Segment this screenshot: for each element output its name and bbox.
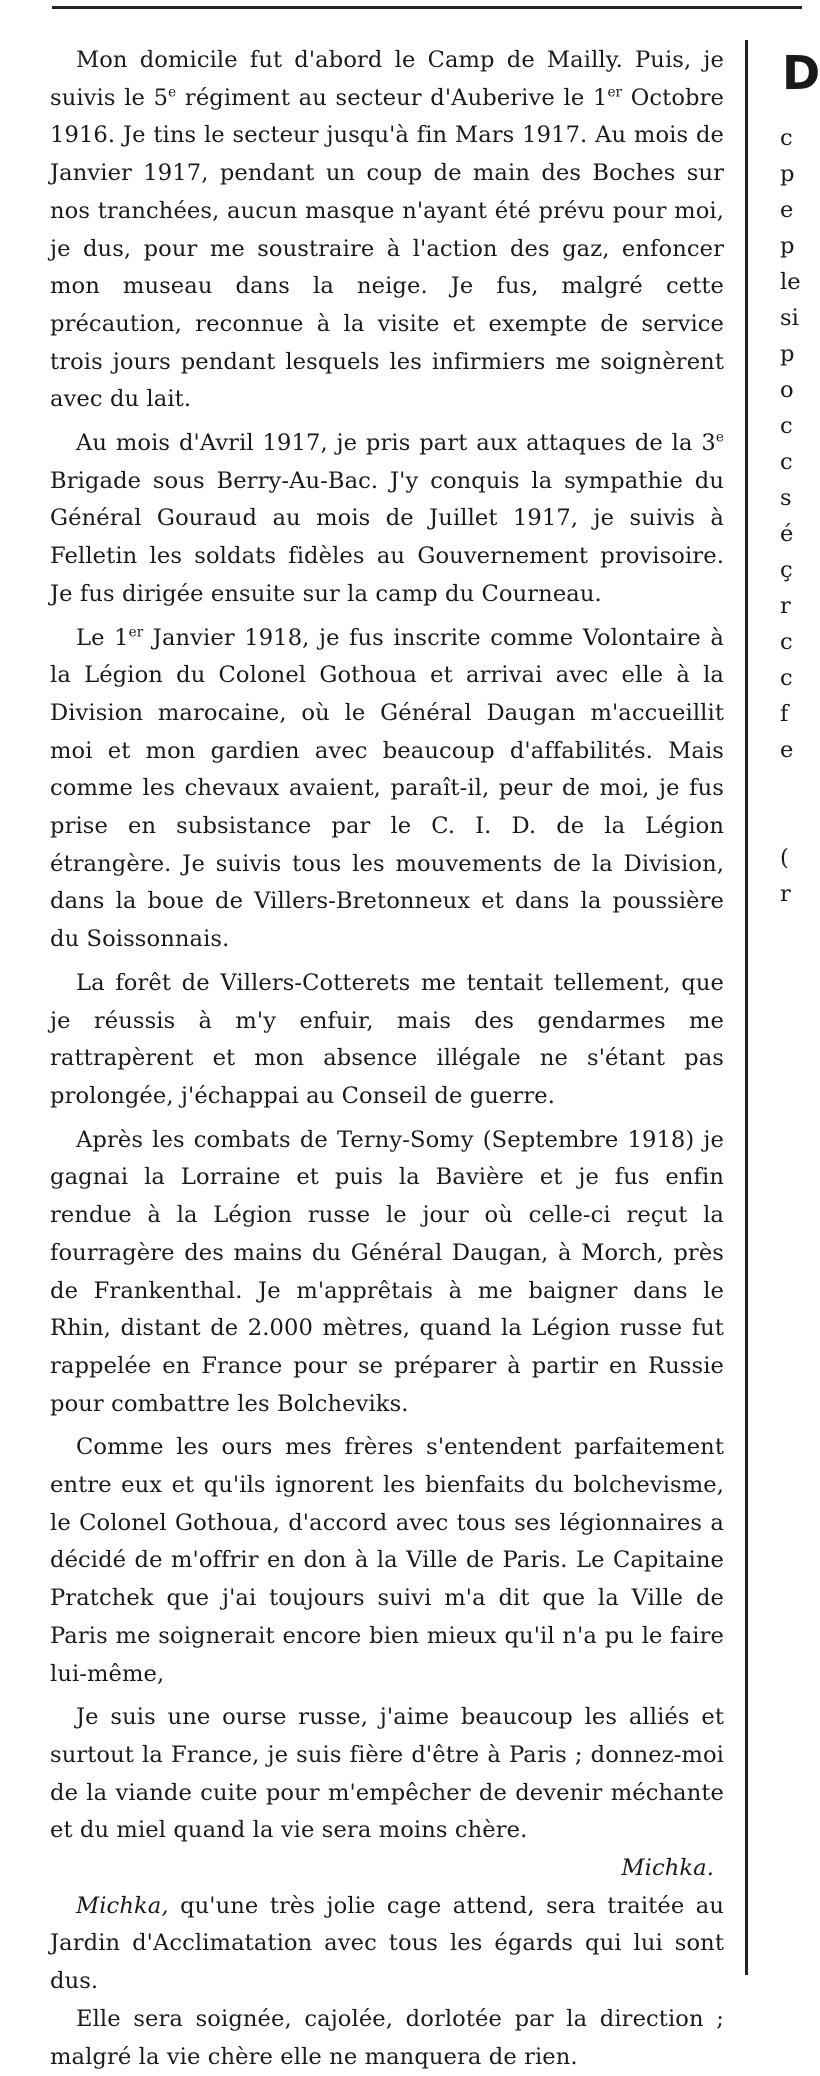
signature: Michka. <box>621 1855 714 1882</box>
adjacent-column-fragment <box>760 40 820 912</box>
note-name: Michka, <box>76 1892 169 1919</box>
top-rule <box>52 6 802 9</box>
adjacent-line: si <box>780 305 799 331</box>
paragraph-3: Le 1er Janvier 1918, je fus inscrite comme Volontaire à la Légion du Colonel Gothoua et arrivai avec elle à la Division marocaine, où le Général Daugan m'accueillit moi et mon gardien avec beaucoup d'affabilités. Mais comme les chevaux avaient, paraît-il, peur de moi, je fus prise en subsistance par le C. I. D. de la Légion étrangère. Je suivis tous les mouvements de la Division, dans la boue de Villers-Bretonneux et dans la poussière du Soissonnais. <box>50 624 724 953</box>
adjacent-line: e <box>780 737 794 763</box>
adjacent-line: ç <box>780 557 793 583</box>
paragraph-6: Comme les ours mes frères s'entendent parfaitement entre eux et qu'ils ignorent les bienfaits du bolchevisme, le Colonel Gothoua, d'accord avec tous ses légionnaires a décidé de m'offrir en don à la Ville de Paris. Le Capitaine Pratchek que j'ai toujours suivi m'a dit que la Ville de Paris me soignerait encore bien mieux qu'il n'a pu le faire lui-même, <box>50 1434 724 1687</box>
adjacent-line: e <box>780 197 794 223</box>
adjacent-line: o <box>780 377 794 403</box>
adjacent-line: f <box>780 701 789 727</box>
adjacent-line: c <box>780 413 793 439</box>
article-column <box>50 42 724 2076</box>
adjacent-line <box>780 768 802 804</box>
adjacent-line: p <box>780 341 795 367</box>
paragraph-2: Au mois d'Avril 1917, je pris part aux attaques de la 3e Brigade sous Berry-Au-Bac. J'y conquis la sympathie du Général Gouraud au mois de Juillet 1917, je suivis à Felletin les soldats fidèles au Gouvernement provisoire. Je fus dirigée ensuite sur la camp du Courneau. <box>50 429 724 607</box>
adjacent-line: c <box>780 629 793 655</box>
adjacent-heading: D <box>782 46 820 100</box>
adjacent-line: r <box>780 593 791 619</box>
paragraph-7: Je suis une ourse russe, j'aime beaucoup les alliés et surtout la France, je suis fière d'être à Paris ; donnez-moi de la viande cuite pour m'empêcher de devenir méchante et du miel quand la vie sera moins chère. <box>50 1704 724 1844</box>
adjacent-line: r <box>780 881 791 907</box>
column-divider <box>745 40 748 1975</box>
paragraph-5: Après les combats de Terny-Somy (Septembre 1918) je gagnai la Lorraine et puis la Bavière et je fus enfin rendue à la Légion russe le jour où celle-ci reçut la fourragère des mains du Général Daugan, à Morch, près de Frankenthal. Je m'apprêtais à me baigner dans le Rhin, distant de 2.000 mètres, quand la Légion russe fut rappelée en France pour se préparer à partir en Russie pour combattre les Bolcheviks. <box>50 1126 724 1417</box>
adjacent-line: é <box>780 521 794 547</box>
adjacent-line: le <box>780 269 801 295</box>
editor-note-2: Elle sera soignée, cajolée, dorlotée par la direction ; malgré la vie chère elle ne manquera de rien. <box>50 2005 724 2070</box>
adjacent-line: c <box>780 665 793 691</box>
adjacent-line: ( <box>780 845 789 871</box>
adjacent-line: c <box>780 449 793 475</box>
adjacent-line: s <box>780 485 792 511</box>
adjacent-line: p <box>780 161 795 187</box>
adjacent-line <box>780 804 802 840</box>
adjacent-lines <box>760 120 802 912</box>
adjacent-line: p <box>780 233 795 259</box>
editor-note-1: Michka, qu'une très jolie cage attend, sera traitée au Jardin d'Acclimatation avec tous les égards qui lui sont dus. <box>50 1892 724 1995</box>
adjacent-line: c <box>780 125 793 151</box>
paragraph-4: La forêt de Villers-Cotterets me tentait tellement, que je réussis à m'y enfuir, mais des gendarmes me rattrapèrent et mon absence illégale ne s'étant pas prolongée, j'échappai au Conseil de guerre. <box>50 969 724 1109</box>
paragraph-1: Mon domicile fut d'abord le Camp de Mailly. Puis, je suivis le 5e régiment au secteur d'Auberive le 1er Octobre 1916. Je tins le secteur jusqu'à fin Mars 1917. Au mois de Janvier 1917, pendant un coup de main des Boches sur nos tranchées, aucun masque n'ayant été prévu pour moi, je dus, pour me soustraire à l'action des gaz, enfoncer mon museau dans la neige. Je fus, malgré cette précaution, reconnue à la visite et exempte de service trois jours pendant lesquels les infirmiers me soignèrent avec du lait. <box>50 47 724 413</box>
